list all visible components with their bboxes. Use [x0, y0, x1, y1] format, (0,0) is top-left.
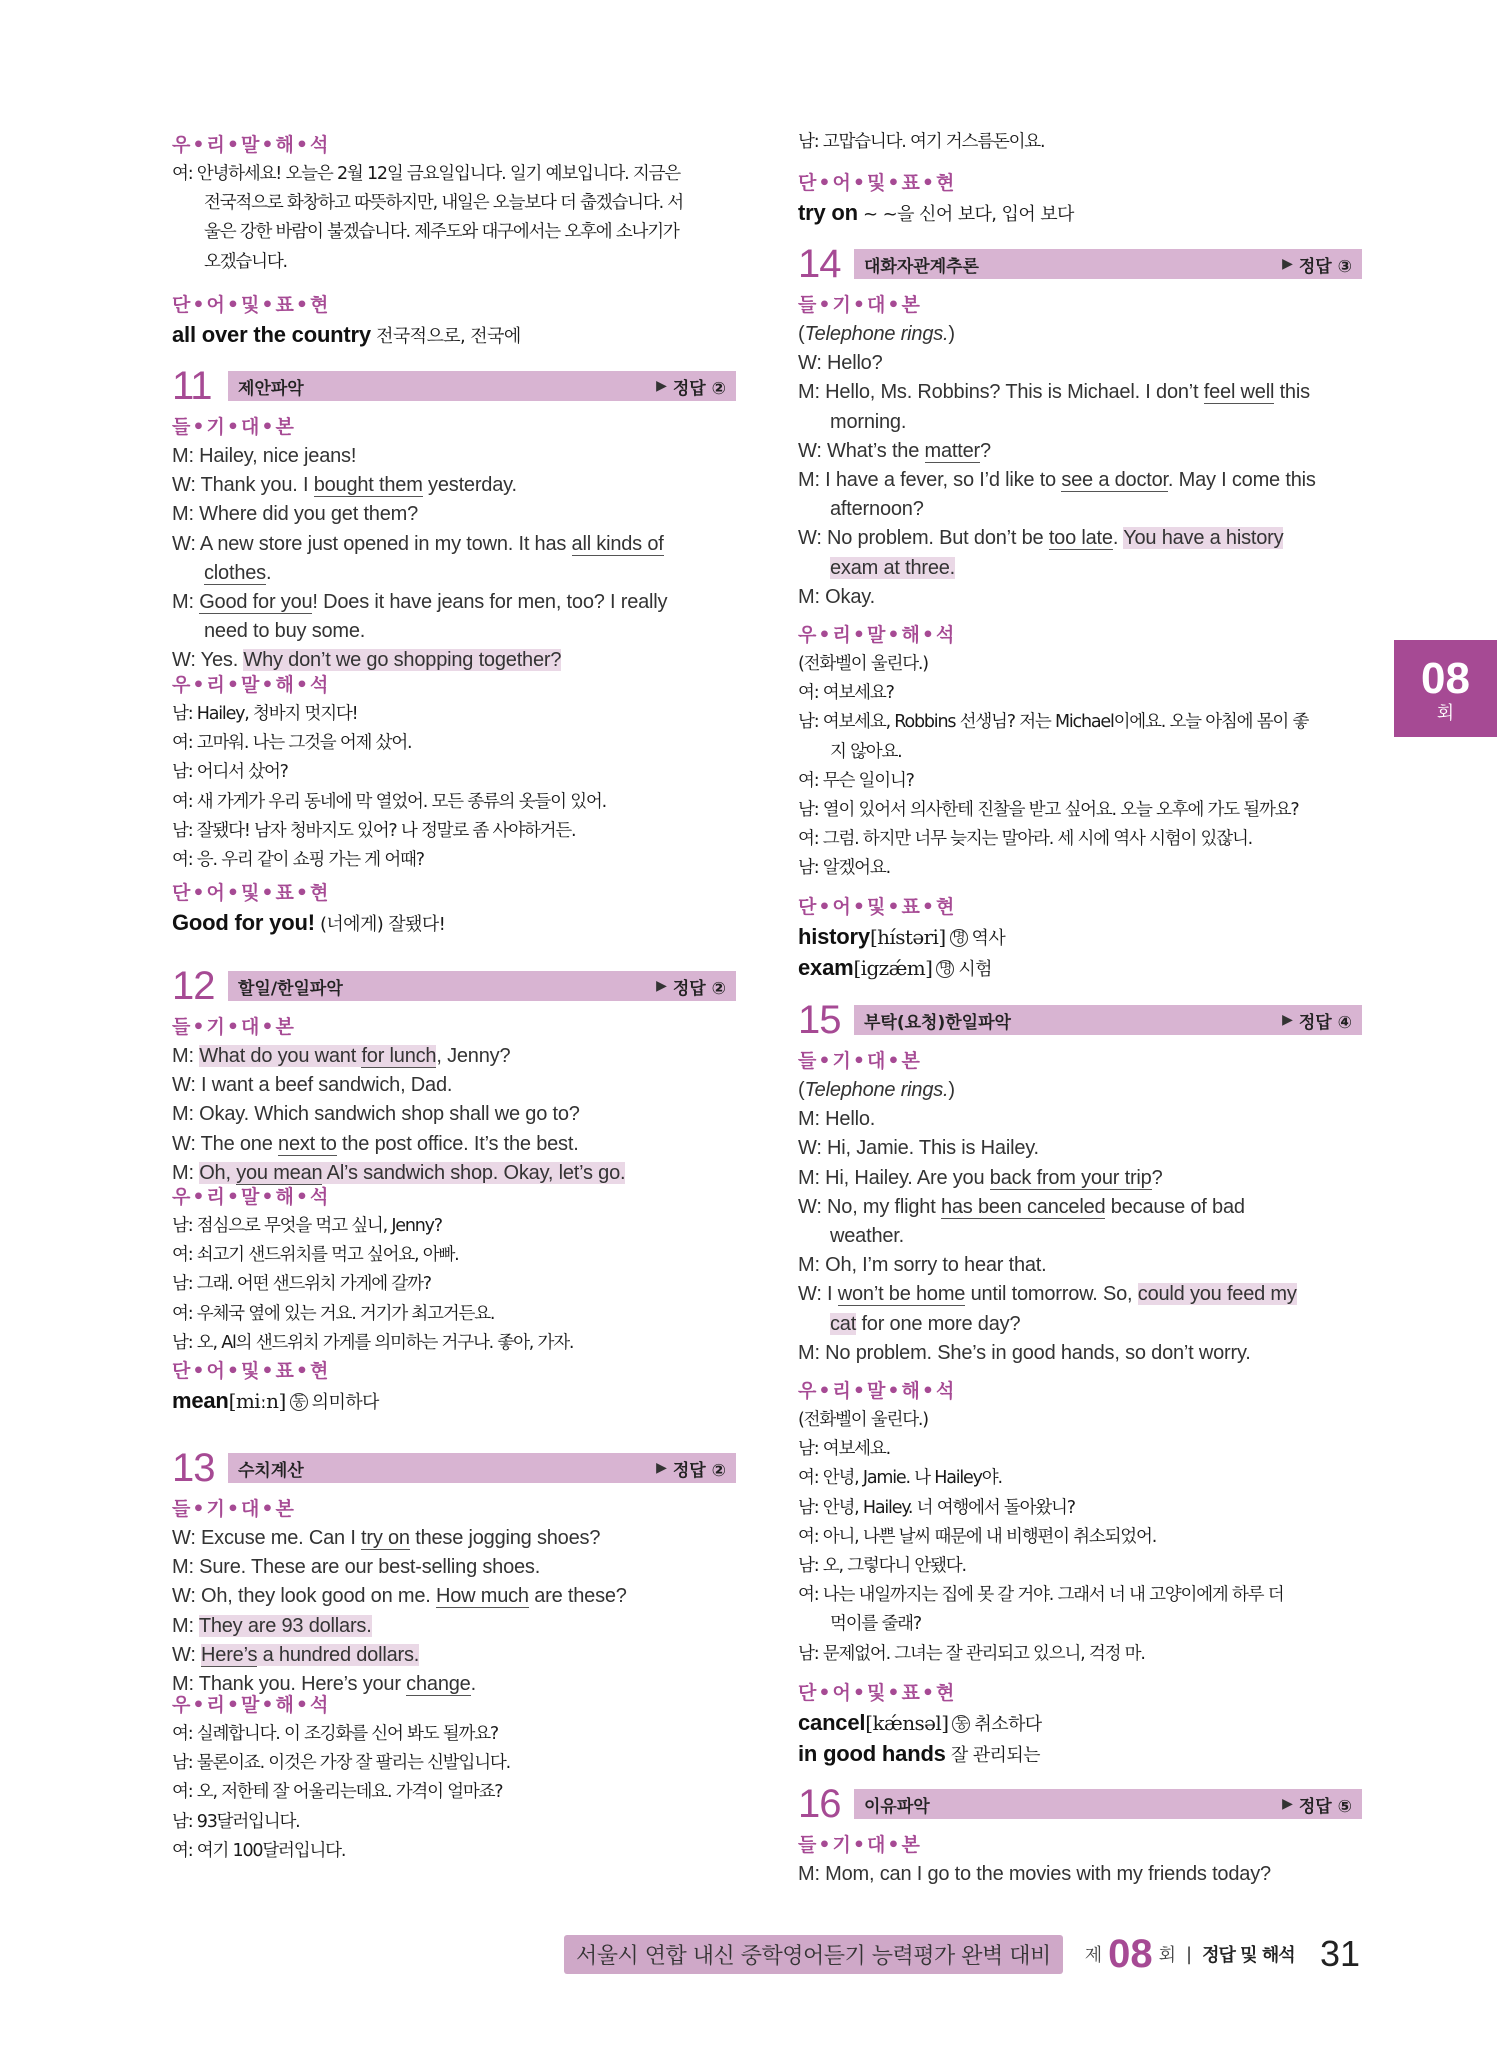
text-line: 여: 우체국 옆에 있는 거요. 거기가 최고거든요.: [172, 1303, 495, 1324]
vocab-ipa: [miːn]: [228, 1389, 286, 1413]
script-line: W: Hello?: [798, 352, 883, 375]
question-header: [798, 1780, 1362, 1828]
page-footer: [564, 1930, 1295, 1978]
section-label: 우•리•말•해•석: [172, 674, 331, 696]
q11: [172, 360, 736, 676]
text-line: 여: 그럼. 하지만 너무 늦지는 말아라. 세 시에 역사 시험이 있잖니.: [798, 829, 1253, 850]
q10-translation: [172, 128, 736, 277]
section-label: 우•리•말•해•석: [172, 1694, 331, 1716]
section-label: 들•기•대•본: [798, 1834, 922, 1856]
question-number: 16: [798, 1781, 841, 1826]
vocab-entry: [798, 922, 1362, 953]
script-line: W: Oh, they look good on me. How much are these?: [172, 1585, 627, 1608]
script-line: afternoon?: [830, 498, 924, 521]
vocab-word: Good for you!: [172, 910, 315, 935]
script-line: M: Sure. These are our best-selling shoes.: [172, 1556, 541, 1579]
text-line: 여: 새 가게가 우리 동네에 막 열었어. 모든 종류의 옷들이 있어.: [172, 791, 606, 812]
text-line: 남: 점심으로 무엇을 먹고 싶니, Jenny?: [172, 1216, 442, 1236]
question-type: 이유파악: [864, 1796, 930, 1817]
text-line: 여: 여보세요?: [798, 683, 894, 704]
chapter-number: 08: [1421, 654, 1470, 703]
vocab-ipa: [hístəri]: [869, 925, 946, 949]
question-type: 제안파악: [238, 378, 304, 399]
answer-label: 정답 ⑤: [1298, 1796, 1352, 1817]
triangle-icon: ▶: [656, 1460, 667, 1476]
q14-translation: [798, 618, 1362, 884]
text-line: (전화벨이 울린다.): [798, 1410, 928, 1430]
text-line: 여: 무슨 일이니?: [798, 770, 914, 791]
part-of-speech-mark: 동: [952, 1715, 970, 1733]
question-type: 할일/한일파악: [238, 978, 343, 999]
section-label: 우•리•말•해•석: [172, 134, 331, 156]
section-label: 우•리•말•해•석: [798, 624, 957, 646]
vocab-meaning: ~ ~을 신어 보다, 입어 보다: [857, 204, 1074, 225]
triangle-icon: ▶: [1282, 1796, 1293, 1812]
question-type: 부탁(요청)한일파악: [864, 1012, 1011, 1033]
script-line: M: Thank you. Here’s your change.: [172, 1673, 476, 1696]
vocab-meaning: 역사: [971, 928, 1006, 949]
vocab-word: try on: [798, 200, 858, 225]
text-line: 남: 문제없어. 그녀는 잘 관리되고 있으니, 걱정 마.: [798, 1643, 1145, 1664]
vocab-entry: [172, 1386, 736, 1417]
page-number: 31: [1320, 1933, 1361, 1974]
script-line: M: Hello.: [798, 1108, 876, 1131]
answer-label: 정답 ②: [672, 978, 726, 999]
question-type-bar: [228, 1453, 736, 1483]
script-line: W: I won’t be home until tomorrow. So, could you feed my: [798, 1283, 1297, 1306]
text-line: (전화벨이 울린다.): [798, 654, 928, 674]
text-line: 남: 안녕, Hailey. 너 여행에서 돌아왔니?: [798, 1497, 1075, 1518]
q15-words: [798, 1676, 1362, 1770]
footer-section-title: 정답 및 해석: [1202, 1945, 1295, 1966]
answer-label: 정답 ④: [1298, 1012, 1352, 1033]
question-type-bar: [854, 249, 1362, 279]
script-line: morning.: [830, 410, 907, 433]
script-line: M: Hello, Ms. Robbins? This is Michael. I don’t feel well this: [798, 381, 1310, 404]
vocab-meaning: 잘 관리되는: [945, 1745, 1040, 1767]
vocab-ipa: [kǽnsəl]: [865, 1711, 949, 1735]
section-label: 우•리•말•해•석: [798, 1380, 957, 1402]
section-label: 들•기•대•본: [172, 1016, 296, 1038]
chapter-tab: [1394, 640, 1497, 737]
text-line: 여: 여기 100달러입니다.: [172, 1840, 346, 1861]
q13-translation: [172, 1688, 736, 1866]
text-line: 여: 오, 저한테 잘 어울리는데요. 가격이 얼마죠?: [172, 1782, 503, 1803]
footer-chapter-number: 08: [1108, 1931, 1153, 1976]
text-line: 남: 열이 있어서 의사한테 진찰을 받고 싶어요. 오늘 오후에 가도 될까요?: [798, 800, 1299, 821]
q11-words: [172, 876, 736, 939]
text-line: 여: 아니, 나쁜 날씨 때문에 내 비행편이 취소되었어.: [798, 1526, 1157, 1547]
q12-translation: [172, 1180, 736, 1358]
q10-words: [172, 288, 736, 351]
script-line: M: Okay. Which sandwich shop shall we go to?: [172, 1103, 580, 1126]
script-line: (Telephone rings.): [798, 323, 955, 345]
vocab-word: in good hands: [798, 1741, 946, 1767]
question-header: [172, 1444, 736, 1492]
text-line: 남: 물론이죠. 이것은 가장 잘 팔리는 신발입니다.: [172, 1753, 510, 1774]
footer-je: 제: [1084, 1945, 1103, 1966]
vocab-meaning: 취소하다: [974, 1714, 1042, 1735]
question-number: 14: [798, 241, 841, 286]
question-header: [172, 962, 736, 1010]
triangle-icon: ▶: [656, 978, 667, 994]
vocab-word: cancel: [798, 1710, 866, 1735]
vocab-entry: [798, 1708, 1362, 1739]
script-line: clothes.: [204, 561, 272, 584]
script-line: M: Oh, I’m sorry to hear that.: [798, 1254, 1047, 1277]
script-line: M: Hi, Hailey. Are you back from your trip?: [798, 1166, 1163, 1189]
question-header: [798, 240, 1362, 288]
text-line: 남: 여보세요, Robbins 선생님? 저는 Michael이에요. 오늘 아침에 몸이 좋: [798, 712, 1309, 733]
text-line: 남: 그래. 어떤 샌드위치 가게에 갈까?: [172, 1274, 431, 1295]
question-number: 12: [172, 963, 215, 1008]
script-line: weather.: [830, 1225, 905, 1248]
script-line: W: Here’s a hundred dollars.: [172, 1643, 420, 1666]
part-of-speech-mark: 동: [290, 1393, 308, 1411]
vocab-meaning: (너에게) 잘됐다!: [314, 914, 446, 935]
question-number: 11: [172, 363, 212, 408]
q13-translation-continued: [798, 128, 1362, 157]
question-type: 대화자관계추론: [864, 256, 979, 277]
script-line: M: Where did you get them?: [172, 503, 419, 526]
text-line: 여: 응. 우리 같이 쇼핑 가는 게 어때?: [172, 850, 424, 871]
text-line: 먹이를 줄래?: [830, 1614, 921, 1635]
vocab-word: exam: [798, 955, 854, 981]
q15-translation: [798, 1374, 1362, 1669]
script-line: W: The one next to the post office. It’s the best.: [172, 1132, 579, 1155]
script-line: M: Oh, you mean Al’s sandwich shop. Okay, let’s go.: [172, 1161, 626, 1184]
text-line: 남: 여보세요.: [798, 1439, 890, 1460]
vocab-entry: [798, 953, 1362, 984]
text-line: 남: 오, 그렇다니 안됐다.: [798, 1556, 966, 1577]
vocab-entry: [172, 908, 736, 939]
script-line: (Telephone rings.): [798, 1079, 955, 1101]
script-line: W: No problem. But don’t be too late. You have a history: [798, 527, 1284, 550]
vocab-word: all over the country: [172, 322, 371, 347]
script-line: W: What’s the matter?: [798, 439, 991, 462]
footer-series-title: 서울시 연합 내신 중학영어듣기 능력평가 완벽 대비: [564, 1935, 1063, 1974]
script-line: M: Good for you! Does it have jeans for men, too? I really: [172, 591, 668, 614]
question-header: [172, 362, 736, 410]
section-label: 들•기•대•본: [798, 1050, 922, 1072]
footer-separator: |: [1186, 1943, 1193, 1965]
part-of-speech-mark: 명: [936, 960, 954, 978]
script-line: exam at three.: [830, 556, 956, 579]
text-line: 여: 안녕, Jamie. 나 Hailey야.: [798, 1468, 1002, 1489]
text-line: 남: 93달러입니다.: [172, 1811, 300, 1832]
text-line: 남: 잘됐다! 남자 청바지도 있어? 나 정말로 좀 사야하거든.: [172, 820, 576, 841]
vocab-meaning: 시험: [958, 959, 992, 981]
text-line: 남: 오, Al의 샌드위치 가게를 의미하는 거구나. 좋아, 가자.: [172, 1332, 574, 1353]
question-header: [798, 996, 1362, 1044]
section-label: 단•어•및•표•현: [172, 882, 331, 904]
chapter-suffix: 회: [1436, 703, 1455, 724]
text-line: 여: 고마워. 나는 그것을 어제 샀어.: [172, 733, 412, 754]
text-line: 지 않아요.: [830, 741, 902, 762]
script-line: W: Yes. Why don’t we go shopping together?: [172, 649, 562, 672]
vocab-word: history: [798, 924, 870, 949]
section-label: 들•기•대•본: [172, 1498, 296, 1520]
q15: [798, 994, 1362, 1368]
script-line: W: Thank you. I bought them yesterday.: [172, 474, 517, 497]
text-line: 남: 알겠어요.: [798, 858, 890, 879]
script-line: W: No, my flight has been canceled because of bad: [798, 1195, 1245, 1218]
question-number: 13: [172, 1445, 215, 1490]
script-line: M: They are 93 dollars.: [172, 1614, 372, 1637]
text-line: 여: 나는 내일까지는 집에 못 갈 거야. 그래서 너 내 고양이에게 하루 더: [798, 1585, 1284, 1606]
vocab-meaning: 전국적으로, 전국에: [370, 326, 521, 347]
section-label: 단•어•및•표•현: [798, 896, 957, 918]
section-label: 단•어•및•표•현: [798, 172, 957, 194]
vocab-entry: [172, 320, 736, 351]
section-label: 들•기•대•본: [172, 416, 296, 438]
script-line: M: What do you want for lunch, Jenny?: [172, 1045, 511, 1067]
section-label: 단•어•및•표•현: [172, 1360, 331, 1382]
text-line: 남: 어디서 샀어?: [172, 762, 288, 783]
q14-words: [798, 890, 1362, 984]
vocab-entry: [798, 198, 1362, 229]
q12: [172, 960, 736, 1188]
section-label: 우•리•말•해•석: [172, 1186, 331, 1208]
text-line: 남: Hailey, 청바지 멋지다!: [172, 704, 358, 724]
vocab-ipa: [igzǽm]: [853, 956, 933, 981]
part-of-speech-mark: 명: [950, 929, 968, 947]
script-line: W: Hi, Jamie. This is Hailey.: [798, 1137, 1039, 1160]
script-line: W: Excuse me. Can I try on these jogging shoes?: [172, 1527, 601, 1549]
question-type-bar: [228, 971, 736, 1001]
text-line: 남: 고맙습니다. 여기 거스름돈이요.: [798, 132, 1045, 152]
script-line: M: Okay.: [798, 585, 875, 608]
q14: [798, 238, 1362, 612]
section-label: 단•어•및•표•현: [798, 1682, 957, 1704]
text-line: 여: 쇠고기 샌드위치를 먹고 싶어요, 아빠.: [172, 1245, 459, 1266]
script-line: W: A new store just opened in my town. It has all kinds of: [172, 532, 664, 555]
script-line: cat for one more day?: [830, 1312, 1021, 1335]
question-number: 15: [798, 997, 841, 1042]
script-line: M: No problem. She’s in good hands, so don’t worry.: [798, 1341, 1251, 1364]
triangle-icon: ▶: [1282, 1012, 1293, 1028]
script-line: M: Hailey, nice jeans!: [172, 445, 357, 467]
q12-words: [172, 1354, 736, 1417]
text-line: 여: 실례합니다. 이 조깅화를 신어 봐도 될까요?: [172, 1724, 499, 1744]
answer-label: 정답 ②: [672, 1460, 726, 1481]
vocab-meaning: 의미하다: [311, 1392, 379, 1413]
section-label: 들•기•대•본: [798, 294, 922, 316]
vocab-entry: [798, 1739, 1362, 1770]
question-type-bar: [854, 1789, 1362, 1819]
vocab-word: mean: [172, 1388, 229, 1413]
section-label: 단•어•및•표•현: [172, 294, 331, 316]
triangle-icon: ▶: [1282, 256, 1293, 272]
script-line: M: Mom, can I go to the movies with my friends today?: [798, 1863, 1271, 1885]
text-line: 전국적으로 화창하고 따뜻하지만, 내일은 오늘보다 더 춥겠습니다. 서: [204, 193, 684, 214]
script-line: W: I want a beef sandwich, Dad.: [172, 1074, 453, 1097]
text-line: 울은 강한 바람이 불겠습니다. 제주도와 대구에서는 오후에 소나기가: [204, 222, 679, 243]
question-type-bar: [228, 371, 736, 401]
q13-words: [798, 166, 1362, 229]
footer-hoe: 회: [1158, 1945, 1177, 1966]
q16: [798, 1778, 1362, 1889]
script-line: need to buy some.: [204, 620, 366, 643]
triangle-icon: ▶: [656, 378, 667, 394]
question-type: 수치계산: [238, 1460, 304, 1481]
answer-label: 정답 ②: [672, 378, 726, 399]
text-line: 여: 안녕하세요! 오늘은 2월 12일 금요일입니다. 일기 예보입니다. 지금은: [172, 164, 680, 184]
question-type-bar: [854, 1005, 1362, 1035]
q13: [172, 1442, 736, 1699]
script-line: M: I have a fever, so I’d like to see a doctor. May I come this: [798, 469, 1316, 492]
q11-translation: [172, 668, 736, 875]
text-line: 오겠습니다.: [204, 251, 287, 272]
answer-label: 정답 ③: [1298, 256, 1352, 277]
